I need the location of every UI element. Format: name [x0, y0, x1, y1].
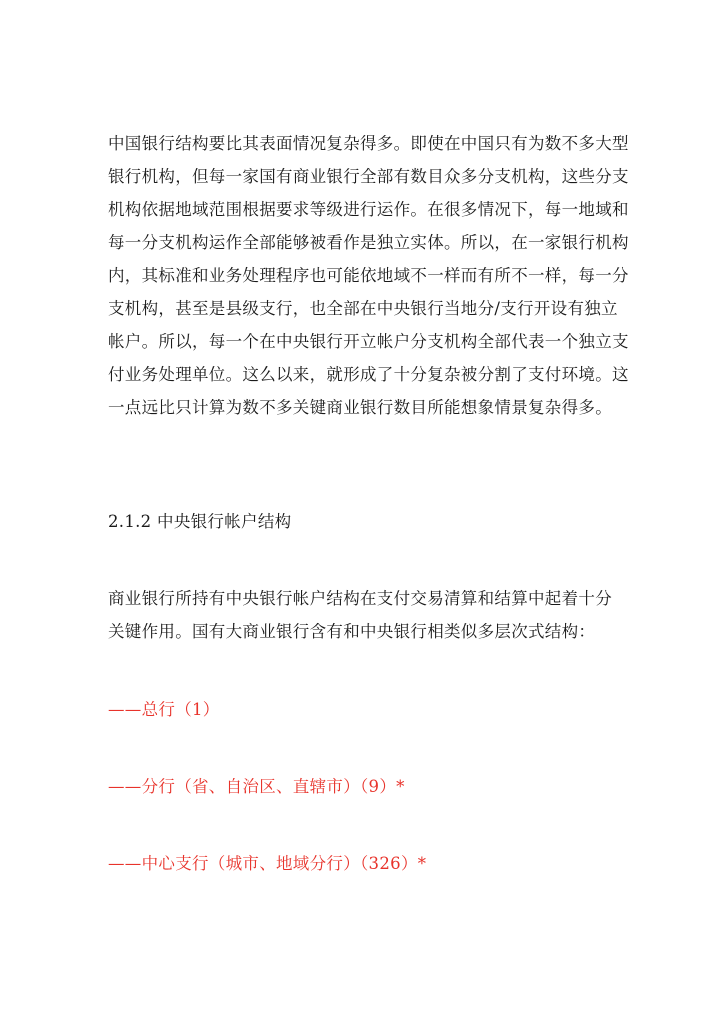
paragraph-1-line-5: 内，其标准和业务处理程序也可能依地域不一样而有所不一样，每一分: [108, 266, 629, 285]
paragraph-2-line-1: 商业银行所持有中央银行帐户结构在支付交易清算和结算中起着十分: [108, 589, 612, 608]
hierarchy-item-branch: ——分行（省、自治区、直辖市）（9）*: [108, 777, 405, 796]
paragraph-1-line-8: 付业务处理单位。这么以来，就形成了十分复杂被分割了支付环境。这: [108, 365, 629, 384]
hierarchy-item-head-office: ——总行（1）: [108, 700, 220, 719]
paragraph-1-line-6: 支机构，甚至是县级支行，也全部在中央银行当地分/支行开设有独立: [108, 299, 618, 318]
paragraph-2-line-2: 关键作用。国有大商业银行含有和中央银行相类似多层次式结构：: [108, 622, 596, 641]
paragraph-1-line-1: 中国银行结构要比其表面情况复杂得多。即使在中国只有为数不多大型: [108, 134, 629, 153]
paragraph-1-line-4: 每一分支机构运作全部能够被看作是独立实体。所以，在一家银行机构: [108, 233, 629, 252]
paragraph-1-line-9: 一点远比只计算为数不多关键商业银行数目所能想象情景复杂得多。: [108, 398, 612, 417]
paragraph-1-line-2: 银行机构，但每一家国有商业银行全部有数目众多分支机构，这些分支: [108, 167, 629, 186]
paragraph-1-line-3: 机构依据地域范围根据要求等级进行运作。在很多情况下，每一地域和: [108, 200, 629, 219]
paragraph-1-line-7: 帐户。所以，每一个在中央银行开立帐户分支机构全部代表一个独立支: [108, 332, 629, 351]
hierarchy-item-central-sub-branch: ——中心支行（城市、地域分行）（326）*: [108, 854, 427, 873]
section-heading: 2.1.2 中央银行帐户结构: [108, 512, 292, 531]
